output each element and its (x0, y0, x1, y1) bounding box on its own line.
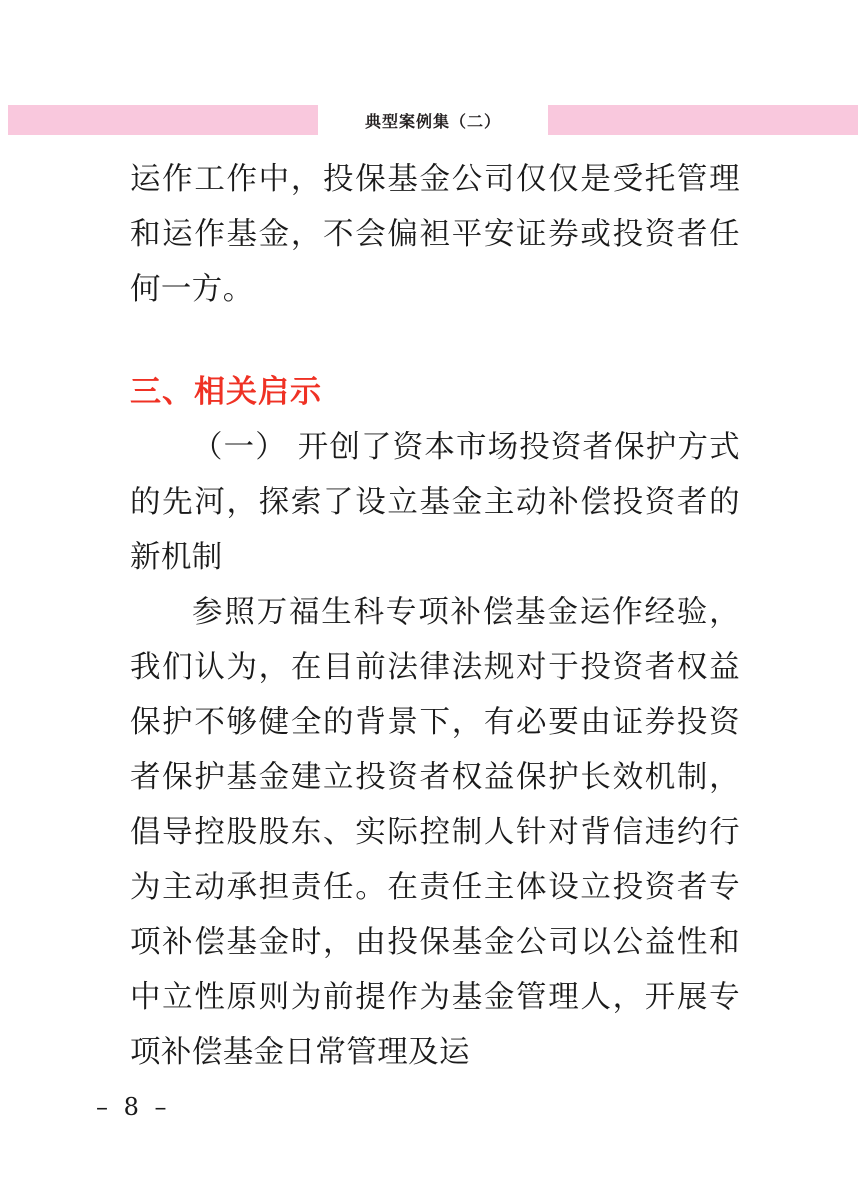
section-heading-three: 三、相关启示 (130, 374, 322, 410)
paragraph-continuation: 运作工作中，投保基金公司仅仅是受托管理和运作基金，不会偏袒平安证券或投资者任何一方。 (130, 162, 740, 307)
paragraph-body-one: 参照万福生科专项补偿基金运作经验，我们认为，在目前法律法规对于投资者权益保护不够健全的背景下，有必要由证券投资者保护基金建立投资者权益保护长效机制，倡导控股股东、实际控制人针对背信违约行为主动承担责任。在责任主体设立投资者专项补偿基金时，由投保基金公司以公益性和中立性原则为前提作为基金管理人，开展专项补偿基金日常管理及运 (130, 595, 740, 1070)
header-title-container (318, 105, 548, 135)
header-band-left (8, 105, 318, 135)
page-number: – 8 – (96, 1093, 171, 1121)
header-band-right (548, 105, 858, 135)
running-header (8, 105, 858, 135)
header-title: 典型案例集（二） (364, 111, 501, 131)
page-footer (0, 1093, 866, 1121)
subsection-heading-one: （一） 开创了资本市场投资者保护方式的先河，探索了设立基金主动补偿投资者的新机制 (130, 430, 740, 575)
body-text-column (130, 152, 740, 1080)
spacer-before-heading (130, 317, 740, 365)
